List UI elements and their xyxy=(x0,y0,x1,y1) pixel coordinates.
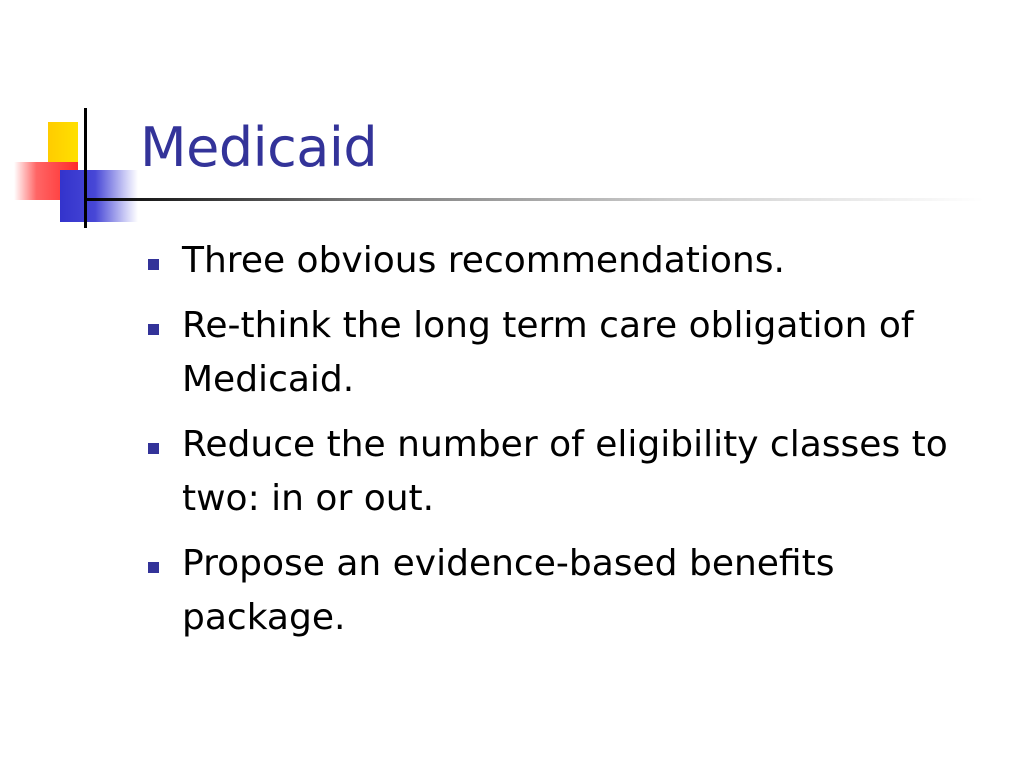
square-bullet-icon xyxy=(148,443,159,454)
bullet-item xyxy=(146,418,1006,526)
slide-title: Medicaid xyxy=(140,116,378,179)
title-underline xyxy=(84,198,984,201)
bullet-text: Re-think the long term care obligation of Medicaid. xyxy=(182,305,914,400)
square-bullet-icon xyxy=(148,324,159,335)
bullet-text: Propose an evidence-based benefits package. xyxy=(182,543,835,638)
blue-square-decoration xyxy=(60,170,138,222)
bullet-item xyxy=(146,299,1006,407)
bullet-item xyxy=(146,537,1006,645)
vertical-line-decoration xyxy=(84,108,87,228)
bullet-list xyxy=(146,234,1006,656)
bullet-text: Three obvious recommendations. xyxy=(182,240,785,281)
corner-decoration xyxy=(0,0,140,240)
square-bullet-icon xyxy=(148,562,159,573)
bullet-text: Reduce the number of eligibility classes to two: in or out. xyxy=(182,424,948,519)
yellow-square-decoration xyxy=(48,122,78,162)
square-bullet-icon xyxy=(148,259,159,270)
bullet-item xyxy=(146,234,1006,288)
